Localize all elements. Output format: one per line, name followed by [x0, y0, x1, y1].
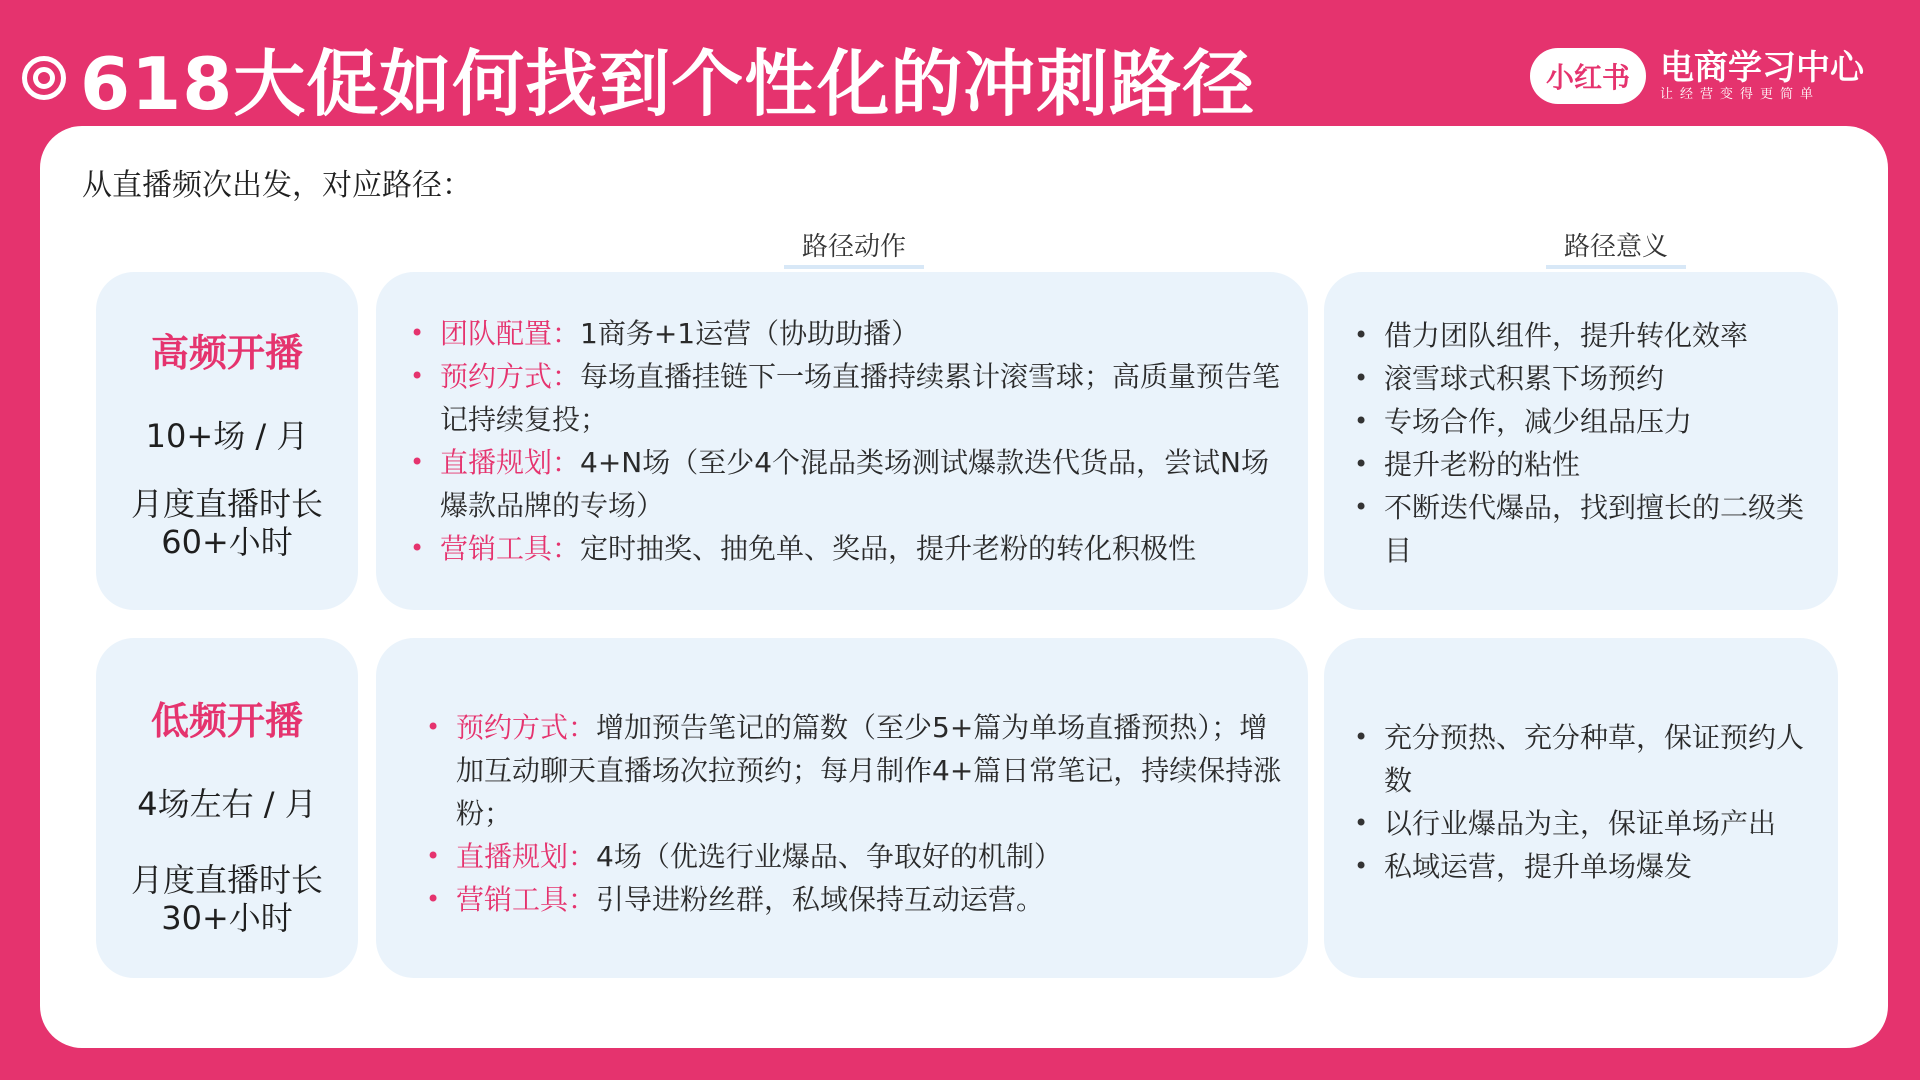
item-text: 借力团队组件，提升转化效率	[1384, 319, 1749, 352]
list-item	[1348, 845, 1818, 888]
bullet-icon: •	[426, 885, 441, 913]
frequency-duration	[131, 861, 323, 937]
brand-slogan: 让经营变得更简单	[1660, 87, 1821, 102]
list-item	[1348, 314, 1818, 357]
item-key: 营销工具：	[456, 883, 597, 916]
bullet-icon: •	[1354, 407, 1369, 435]
xiaohongshu-logo: 小红书	[1530, 48, 1646, 104]
list-item	[1348, 716, 1818, 802]
frequency-title: 低频开播	[150, 699, 303, 743]
bullet-icon: •	[1354, 493, 1369, 521]
item-text: 4+N场（至少4个混品类场测试爆款迭代货品，尝试N场爆款品牌的专场）	[440, 446, 1269, 522]
bullet-icon: •	[426, 842, 441, 870]
item-text: 专场合作，减少组品压力	[1384, 405, 1693, 438]
list-item	[1348, 357, 1818, 400]
column-header-actions: 路径动作	[784, 226, 924, 269]
list-item	[404, 355, 1288, 441]
item-key: 直播规划：	[440, 446, 581, 479]
list-item	[404, 441, 1288, 527]
frequency-count: 4场左右 / 月	[137, 785, 317, 823]
bullet-icon: •	[1354, 723, 1369, 751]
list-item	[1348, 486, 1818, 572]
header	[22, 28, 1255, 128]
list-item	[420, 835, 1288, 878]
bullet-icon: •	[1354, 321, 1369, 349]
list-item	[404, 527, 1288, 570]
duration-value: 60+小时	[161, 523, 293, 561]
bullet-icon: •	[410, 319, 425, 347]
duration-label: 月度直播时长	[130, 485, 323, 523]
frequency-duration	[131, 485, 323, 561]
bullet-icon: •	[1354, 852, 1369, 880]
page-title: 618大促如何找到个性化的冲刺路径	[80, 42, 1256, 126]
brand-name: 电商学习中心	[1660, 48, 1864, 88]
column-header-meaning: 路径意义	[1546, 226, 1686, 269]
frequency-count: 10+场 / 月	[145, 417, 309, 455]
frequency-title: 高频开播	[150, 331, 303, 375]
list-item	[420, 878, 1288, 921]
actions-box-high	[376, 272, 1308, 610]
item-text: 提升老粉的粘性	[1384, 448, 1581, 481]
list-item	[404, 312, 1288, 355]
list-item	[1348, 443, 1818, 486]
intro-text: 从直播频次出发，对应路径：	[82, 168, 472, 203]
bullet-icon: •	[410, 362, 425, 390]
bullet-icon: •	[1354, 450, 1369, 478]
bullet-icon: •	[1354, 809, 1369, 837]
item-key: 预约方式：	[440, 360, 581, 393]
list-item	[1348, 802, 1818, 845]
item-key: 直播规划：	[456, 840, 597, 873]
bullet-icon: •	[426, 713, 441, 741]
bullet-icon: •	[410, 448, 425, 476]
item-text: 充分预热、充分种草，保证预约人数	[1384, 721, 1805, 797]
frequency-label-low	[96, 638, 358, 978]
item-key: 预约方式：	[456, 711, 597, 744]
target-circle-icon	[22, 56, 66, 100]
item-text: 每场直播挂链下一场直播持续累计滚雪球；高质量预告笔记持续复投；	[440, 360, 1281, 436]
bullet-icon: •	[410, 534, 425, 562]
item-text: 不断迭代爆品，找到擅长的二级类目	[1384, 491, 1805, 567]
brand-logo-area	[1530, 44, 1864, 108]
bullet-icon: •	[1354, 364, 1369, 392]
item-text: 1商务+1运营（协助助播）	[580, 317, 920, 350]
frequency-label-high	[96, 272, 358, 610]
item-key: 团队配置：	[440, 317, 581, 350]
list-item	[420, 706, 1288, 835]
item-text: 以行业爆品为主，保证单场产出	[1384, 807, 1777, 840]
item-text: 滚雪球式积累下场预约	[1384, 362, 1665, 395]
list-item	[1348, 400, 1818, 443]
duration-value: 30+小时	[161, 899, 293, 937]
actions-box-low	[376, 638, 1308, 978]
item-text: 4场（优选行业爆品、争取好的机制）	[596, 840, 1062, 873]
item-key: 营销工具：	[440, 532, 581, 565]
item-text: 增加预告笔记的篇数（至少5+篇为单场直播预热）；增加互动聊天直播场次拉预约；每月制作4+篇日常笔记，持续保持涨粉；	[456, 711, 1282, 830]
item-text: 定时抽奖、抽免单、奖品，提升老粉的转化积极性	[580, 532, 1197, 565]
meaning-box-high	[1324, 272, 1838, 610]
item-text: 引导进粉丝群，私域保持互动运营。	[596, 883, 1045, 916]
item-text: 私域运营，提升单场爆发	[1384, 850, 1693, 883]
meaning-box-low	[1324, 638, 1838, 978]
duration-label: 月度直播时长	[130, 861, 323, 899]
